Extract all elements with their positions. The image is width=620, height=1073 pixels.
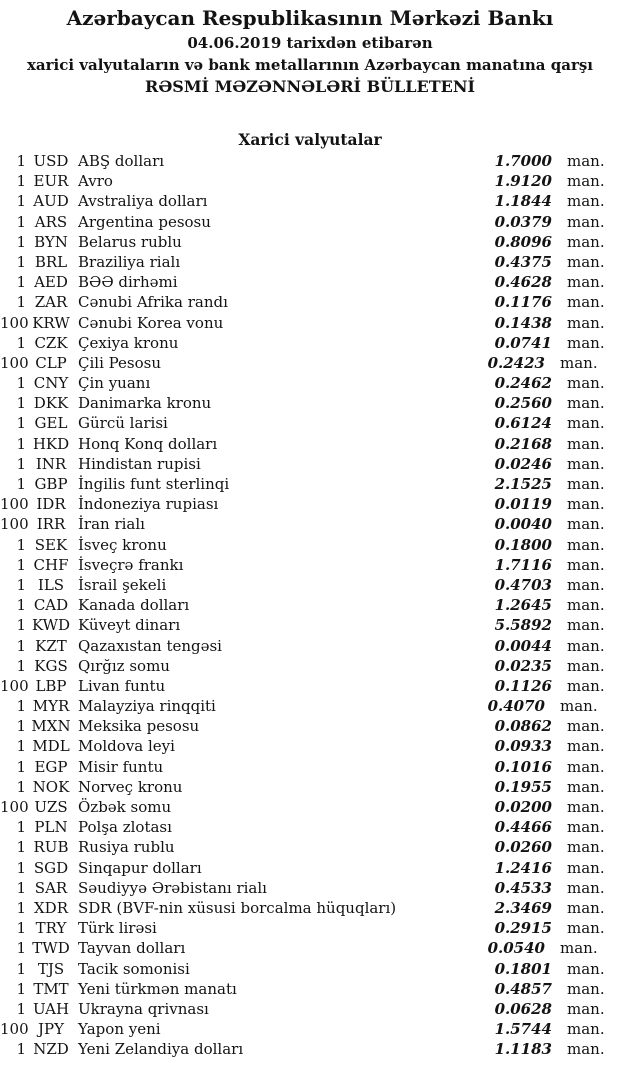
currency-row — [0, 757, 605, 777]
currency-code: KRW — [32, 313, 70, 332]
currency-name: Gürcü larisi — [78, 414, 168, 433]
currency-row — [0, 736, 605, 756]
currency-row — [0, 979, 605, 999]
currency-name: Kanada dolları — [78, 596, 190, 615]
currency-code: MYR — [32, 697, 70, 716]
currency-rate-value: 0.0040 — [494, 515, 552, 534]
currency-code: KGS — [34, 656, 68, 675]
currency-code: MDL — [32, 737, 70, 756]
currency-quantity: 100 — [0, 313, 29, 332]
currency-rate-value: 0.4533 — [494, 878, 552, 897]
currency-code: PLN — [34, 818, 68, 837]
currency-unit-label: man. — [567, 596, 605, 615]
currency-name: Ukrayna qrivnası — [78, 999, 209, 1018]
currency-rate-value: 0.0119 — [494, 495, 552, 514]
currency-quantity: 1 — [16, 414, 26, 433]
currency-name: Cənubi Afrika randı — [78, 293, 228, 312]
currency-name: SDR (BVF-nin xüsusi borcalma hüquqları) — [78, 898, 397, 917]
currency-unit-label: man. — [567, 333, 605, 352]
currency-code: UZS — [34, 798, 68, 816]
currency-code: TMT — [33, 979, 69, 998]
currency-unit-label: man. — [567, 717, 605, 736]
currency-name: İsveç kronu — [78, 535, 167, 554]
currency-code: ZAR — [34, 293, 68, 312]
currency-unit-label: man. — [567, 394, 605, 413]
currency-unit-label: man. — [567, 495, 605, 514]
currency-unit-label: man. — [567, 676, 605, 695]
currency-code: IDR — [36, 495, 66, 514]
currency-rates-table — [0, 151, 620, 1059]
currency-rate-value: 0.0235 — [494, 656, 552, 675]
currency-rate-value: 0.0540 — [487, 939, 545, 958]
currency-row — [0, 878, 605, 898]
currency-row — [0, 454, 605, 474]
currency-rate-value: 0.1800 — [494, 535, 552, 554]
currency-name: Hindistan rupisi — [78, 454, 201, 473]
currency-name: Yapon yeni — [78, 1020, 161, 1039]
currency-code: JPY — [37, 1020, 64, 1039]
currency-rate-value: 0.2915 — [494, 919, 552, 938]
currency-unit-label: man. — [567, 999, 605, 1018]
currency-row — [0, 333, 605, 353]
currency-code: AUD — [33, 192, 69, 211]
currency-name: İsveçrə frankı — [78, 555, 184, 574]
currency-unit-label: man. — [567, 152, 605, 170]
currency-unit-label: man. — [567, 515, 605, 534]
currency-name: Braziliya rialı — [78, 252, 181, 271]
currency-row — [0, 837, 605, 857]
currency-unit-label: man. — [567, 878, 605, 897]
currency-code: CZK — [34, 333, 68, 352]
currency-name: Malayziya rinqqiti — [78, 697, 216, 716]
currency-name: Tacik somonisi — [78, 959, 190, 978]
currency-rate-value: 0.0246 — [494, 454, 552, 473]
currency-name: Səudiyyə Ərəbistanı rialı — [78, 878, 267, 897]
currency-row — [0, 1019, 605, 1039]
currency-row — [0, 615, 605, 635]
currency-unit-label: man. — [567, 959, 605, 978]
currency-name: Honq Konq dolları — [78, 434, 218, 453]
currency-rate-value: 0.0628 — [494, 999, 552, 1018]
currency-row — [0, 555, 605, 575]
currency-code: INR — [35, 454, 67, 473]
currency-unit-label: man. — [567, 475, 605, 493]
currency-rate-value: 0.2423 — [487, 353, 545, 372]
currency-name: Yeni türkmən manatı — [78, 979, 237, 998]
currency-name: İsrail şekeli — [78, 575, 167, 594]
currency-rate-value: 1.1183 — [494, 1040, 552, 1059]
currency-code: EUR — [33, 172, 69, 191]
currency-row — [0, 595, 605, 615]
currency-name: Rusiya rublu — [78, 838, 175, 857]
currency-rate-value: 1.1844 — [494, 192, 552, 211]
currency-quantity: 1 — [16, 858, 26, 877]
currency-quantity: 100 — [0, 353, 29, 372]
currency-code: SAR — [34, 878, 68, 897]
currency-name: İngilis funt sterlinqi — [78, 475, 230, 493]
currency-quantity: 1 — [16, 979, 26, 998]
currency-row — [0, 676, 605, 696]
currency-quantity: 1 — [16, 192, 26, 211]
currency-name: Meksika pesosu — [78, 717, 200, 736]
currency-code: NZD — [33, 1040, 69, 1059]
currency-rate-value: 1.7116 — [494, 555, 552, 574]
currency-code: XDR — [34, 898, 68, 917]
currency-code: GBP — [34, 475, 68, 493]
currency-quantity: 1 — [16, 596, 26, 615]
currency-rate-value: 0.4628 — [494, 273, 552, 292]
currency-code: UAH — [32, 999, 70, 1018]
currency-unit-label: man. — [567, 414, 605, 433]
currency-quantity: 1 — [16, 838, 26, 857]
currency-unit-label: man. — [567, 818, 605, 837]
currency-row — [0, 514, 605, 534]
currency-quantity: 100 — [0, 676, 29, 695]
currency-row — [0, 999, 605, 1019]
currency-unit-label: man. — [567, 172, 605, 191]
currency-row — [0, 151, 605, 171]
currency-code: DKK — [33, 394, 69, 413]
currency-unit-label: man. — [567, 454, 605, 473]
bulletin-header — [0, 0, 620, 98]
currency-quantity: 1 — [16, 152, 26, 170]
currency-quantity: 100 — [0, 1020, 29, 1039]
currency-name: Avro — [78, 172, 113, 191]
currency-rate-value: 0.1955 — [494, 777, 552, 796]
currency-name: ABŞ dolları — [78, 152, 165, 170]
currency-code: CHF — [33, 555, 69, 574]
currency-quantity: 1 — [16, 293, 26, 312]
currency-rate-value: 0.0741 — [494, 333, 552, 352]
currency-rate-value: 0.4466 — [494, 818, 552, 837]
currency-rate-value: 2.3469 — [494, 898, 552, 917]
currency-unit-label: man. — [567, 555, 605, 574]
currency-quantity: 1 — [16, 919, 26, 938]
bank-title: Azərbaycan Respublikasının Mərkəzi Bankı — [66, 6, 554, 30]
currency-row — [0, 474, 605, 494]
effective-date-line: 04.06.2019 tarixdən etibarən — [187, 34, 433, 52]
currency-unit-label: man. — [560, 939, 598, 958]
currency-code: TWD — [32, 939, 70, 958]
currency-code: ARS — [34, 212, 68, 231]
currency-code: CLP — [35, 353, 67, 372]
currency-quantity: 1 — [16, 898, 26, 917]
currency-row — [0, 535, 605, 555]
currency-rate-value: 0.0933 — [494, 737, 552, 756]
currency-rate-value: 1.2416 — [494, 858, 552, 877]
currency-rate-value: 0.2168 — [494, 434, 552, 453]
currency-unit-label: man. — [567, 777, 605, 796]
currency-row — [0, 313, 605, 333]
currency-quantity: 1 — [16, 717, 26, 736]
currency-rate-value: 0.0379 — [494, 212, 552, 231]
currency-code: NOK — [32, 777, 70, 796]
currency-quantity: 1 — [16, 959, 26, 978]
currency-unit-label: man. — [567, 656, 605, 675]
currency-unit-label: man. — [567, 212, 605, 231]
currency-unit-label: man. — [567, 838, 605, 857]
currency-quantity: 1 — [16, 878, 26, 897]
currency-name: Çili Pesosu — [78, 353, 162, 372]
currency-quantity: 1 — [16, 394, 26, 413]
currency-rate-value: 0.0862 — [494, 717, 552, 736]
currency-unit-label: man. — [567, 252, 605, 271]
section-title: Xarici valyutalar — [238, 130, 382, 149]
currency-quantity: 1 — [16, 555, 26, 574]
currency-code: EGP — [34, 757, 68, 776]
currency-rate-value: 0.0044 — [494, 636, 552, 655]
currency-unit-label: man. — [567, 273, 605, 292]
currency-rate-value: 0.2462 — [494, 374, 552, 393]
currency-rate-value: 0.4857 — [494, 979, 552, 998]
currency-row — [0, 817, 605, 837]
currency-quantity: 1 — [16, 333, 26, 352]
currency-rate-value: 1.7000 — [494, 152, 552, 170]
currency-quantity: 100 — [0, 515, 29, 534]
currency-unit-label: man. — [567, 192, 605, 211]
currency-name: Çexiya kronu — [78, 333, 179, 352]
currency-quantity: 1 — [16, 656, 26, 675]
currency-name: İndoneziya rupiası — [78, 495, 219, 514]
currency-row — [0, 353, 600, 373]
currency-row — [0, 797, 605, 817]
currency-rate-value: 5.5892 — [494, 616, 552, 635]
currency-rate-value: 0.1438 — [494, 313, 552, 332]
currency-quantity: 1 — [16, 232, 26, 251]
currency-unit-label: man. — [567, 757, 605, 776]
currency-name: Yeni Zelandiya dolları — [78, 1040, 244, 1059]
currency-code: CNY — [33, 374, 69, 393]
currency-code: RUB — [33, 838, 69, 857]
currency-row — [0, 1039, 605, 1059]
currency-row — [0, 938, 600, 958]
currency-quantity: 1 — [16, 454, 26, 473]
currency-unit-label: man. — [560, 697, 598, 716]
currency-code: SEK — [34, 535, 68, 554]
currency-quantity: 1 — [16, 999, 26, 1018]
currency-rate-value: 0.0260 — [494, 838, 552, 857]
currency-unit-label: man. — [567, 737, 605, 756]
currency-name: Tayvan dolları — [78, 939, 186, 958]
currency-row — [0, 191, 605, 211]
currency-quantity: 1 — [16, 757, 26, 776]
currency-quantity: 1 — [16, 434, 26, 453]
currency-name: Avstraliya dolları — [78, 192, 208, 211]
currency-code: SGD — [33, 858, 69, 877]
currency-quantity: 1 — [16, 273, 26, 292]
currency-rate-value: 0.4703 — [494, 575, 552, 594]
currency-row — [0, 292, 605, 312]
currency-name: Qazaxıstan tengəsi — [78, 636, 222, 655]
currency-unit-label: man. — [567, 979, 605, 998]
currency-rate-value: 0.1126 — [494, 676, 552, 695]
currency-unit-label: man. — [567, 616, 605, 635]
currency-quantity: 1 — [16, 737, 26, 756]
currency-unit-label: man. — [567, 535, 605, 554]
currency-code: CAD — [33, 596, 69, 615]
subject-line: xarici valyutaların və bank metallarının Azərbaycan manatına qarşı — [26, 56, 594, 74]
currency-row — [0, 918, 605, 938]
currency-row — [0, 636, 605, 656]
currency-row — [0, 232, 605, 252]
currency-rate-value: 2.1525 — [494, 475, 552, 493]
currency-name: Türk lirəsi — [78, 919, 157, 938]
currency-row — [0, 393, 605, 413]
currency-name: Livan funtu — [78, 676, 166, 695]
currency-unit-label: man. — [567, 374, 605, 393]
currency-name: Argentina pesosu — [78, 212, 211, 231]
currency-unit-label: man. — [567, 858, 605, 877]
currency-row — [0, 373, 605, 393]
currency-unit-label: man. — [567, 1040, 605, 1059]
currency-rate-value: 0.6124 — [494, 414, 552, 433]
currency-unit-label: man. — [567, 1020, 605, 1039]
currency-rate-value: 1.9120 — [494, 172, 552, 191]
currency-unit-label: man. — [567, 798, 605, 816]
currency-rate-value: 0.2560 — [494, 394, 552, 413]
currency-quantity: 100 — [0, 798, 29, 816]
currency-name: Cənubi Korea vonu — [78, 313, 224, 332]
currency-row — [0, 656, 605, 676]
currency-rate-value: 1.5744 — [494, 1020, 552, 1039]
currency-quantity: 1 — [16, 697, 26, 716]
currency-name: Özbək somu — [78, 798, 172, 816]
currency-unit-label: man. — [567, 636, 605, 655]
bulletin-title: RƏSMİ MƏZƏNNƏLƏRİ BÜLLETENİ — [145, 77, 475, 96]
currency-row — [0, 898, 605, 918]
currency-quantity: 1 — [16, 374, 26, 393]
currency-unit-label: man. — [567, 575, 605, 594]
currency-row — [0, 959, 605, 979]
currency-row — [0, 413, 605, 433]
currency-unit-label: man. — [567, 919, 605, 938]
currency-quantity: 100 — [0, 495, 29, 514]
currency-quantity: 1 — [16, 212, 26, 231]
currency-row — [0, 858, 605, 878]
currency-quantity: 1 — [16, 1040, 26, 1059]
currency-quantity: 1 — [16, 475, 26, 493]
currency-quantity: 1 — [16, 636, 26, 655]
currency-code: ILS — [37, 575, 65, 594]
currency-row — [0, 716, 605, 736]
currency-quantity: 1 — [16, 777, 26, 796]
currency-code: MXN — [31, 717, 71, 736]
currency-name: Danimarka kronu — [78, 394, 212, 413]
currency-quantity: 1 — [16, 575, 26, 594]
currency-unit-label: man. — [567, 434, 605, 453]
currency-name: Moldova leyi — [78, 737, 175, 756]
currency-code: BRL — [34, 252, 68, 271]
currency-unit-label: man. — [567, 898, 605, 917]
currency-row — [0, 494, 605, 514]
currency-code: KZT — [35, 636, 67, 655]
currency-unit-label: man. — [567, 293, 605, 312]
currency-rate-value: 0.8096 — [494, 232, 552, 251]
currency-name: Misir funtu — [78, 757, 164, 776]
currency-code: IRR — [36, 515, 66, 534]
currency-rate-value: 0.4070 — [487, 697, 545, 716]
currency-unit-label: man. — [567, 232, 605, 251]
currency-row — [0, 777, 605, 797]
currency-code: KWD — [31, 616, 71, 635]
currency-quantity: 1 — [16, 818, 26, 837]
currency-rate-value: 0.0200 — [494, 798, 552, 816]
currency-name: Belarus rublu — [78, 232, 182, 251]
currency-code: BYN — [34, 232, 68, 251]
currency-quantity: 1 — [16, 616, 26, 635]
currency-row — [0, 252, 605, 272]
currency-rate-value: 0.4375 — [494, 252, 552, 271]
currency-name: Çin yuanı — [78, 374, 151, 393]
currency-row — [0, 696, 600, 716]
currency-code: GEL — [34, 414, 68, 433]
currency-name: Polşa zlotası — [78, 818, 172, 837]
currency-code: LBP — [35, 676, 67, 695]
currency-rate-value: 0.1176 — [494, 293, 552, 312]
currency-name: Küveyt dinarı — [78, 616, 181, 635]
currency-quantity: 1 — [16, 172, 26, 191]
currency-name: Norveç kronu — [78, 777, 183, 796]
currency-code: TJS — [37, 959, 65, 978]
currency-unit-label: man. — [567, 313, 605, 332]
currency-row — [0, 434, 605, 454]
currency-quantity: 1 — [16, 252, 26, 271]
currency-row — [0, 575, 605, 595]
currency-code: AED — [34, 273, 68, 292]
currency-name: Sinqapur dolları — [78, 858, 202, 877]
currency-rate-value: 0.1801 — [494, 959, 552, 978]
currency-row — [0, 171, 605, 191]
currency-name: Qırğız somu — [78, 656, 170, 675]
currency-quantity: 1 — [16, 535, 26, 554]
currency-unit-label: man. — [560, 353, 598, 372]
currency-row — [0, 212, 605, 232]
currency-rate-value: 0.1016 — [494, 757, 552, 776]
currency-name: İran rialı — [78, 515, 145, 534]
currency-quantity: 1 — [16, 939, 26, 958]
currency-code: TRY — [35, 919, 67, 938]
currency-row — [0, 272, 605, 292]
currency-rate-value: 1.2645 — [494, 596, 552, 615]
currency-code: HKD — [32, 434, 70, 453]
currency-code: USD — [33, 152, 69, 170]
currency-name: BƏƏ dirhəmi — [78, 273, 178, 292]
